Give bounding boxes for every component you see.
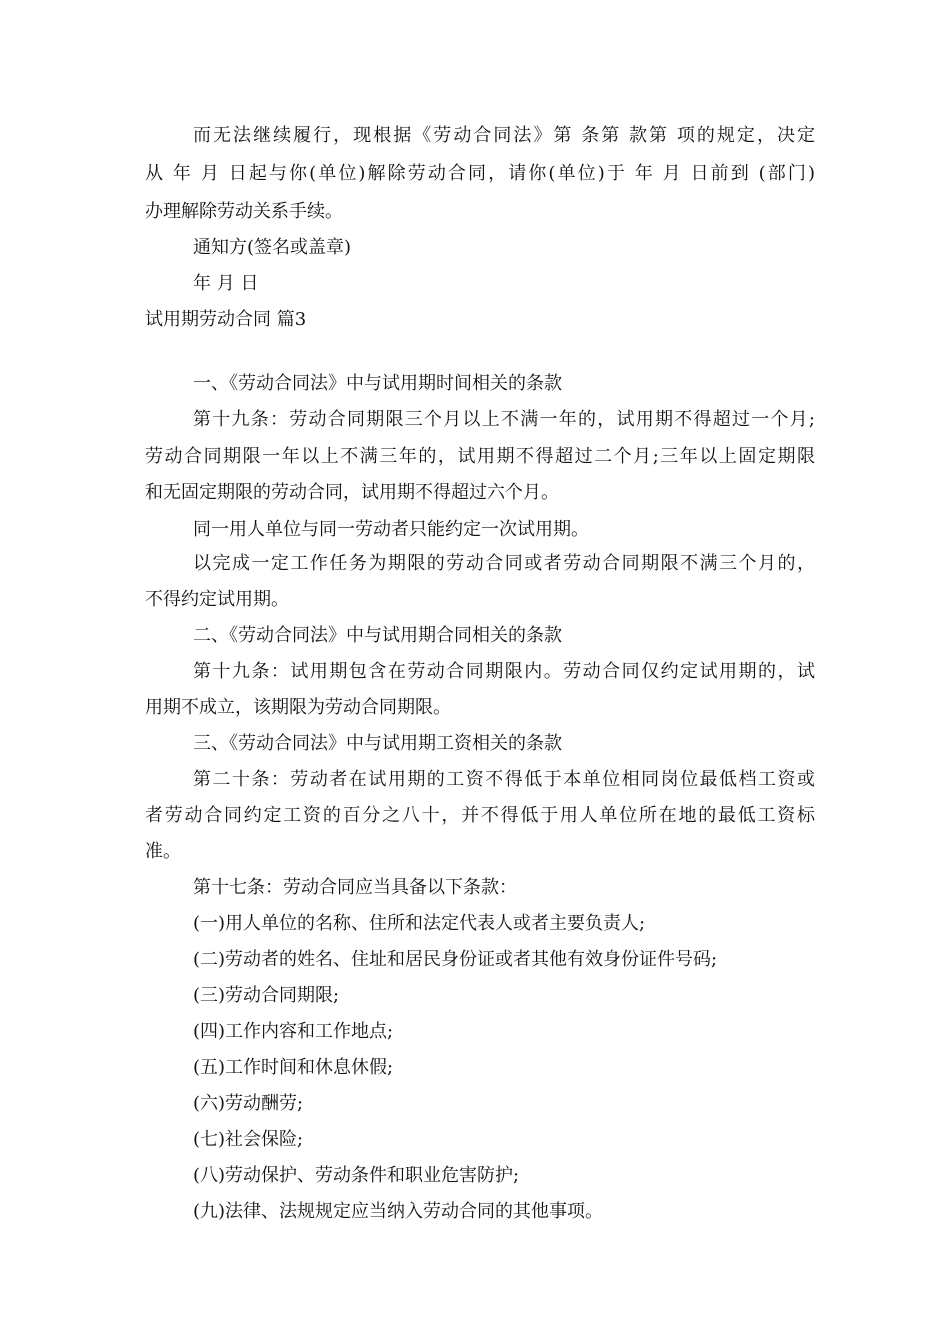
list-item: (八)劳动保护、劳动条件和职业危害防护; — [193, 1165, 520, 1186]
paragraph-line: 同一用人单位与同一劳动者只能约定一次试用期。 — [193, 519, 589, 540]
paragraph-line: 准。 — [145, 841, 181, 862]
paragraph-line: 和无固定期限的劳动合同，试用期不得超过六个月。 — [145, 482, 559, 503]
list-item: (五)工作时间和休息休假; — [193, 1057, 394, 1078]
paragraph-line: 者劳动合同约定工资的百分之八十，并不得低于用人单位所在地的最低工资标 — [145, 805, 815, 826]
paragraph-line: 用期不成立，该期限为劳动合同期限。 — [145, 697, 451, 718]
paragraph-line: 办理解除劳动关系手续。 — [145, 201, 343, 222]
date-line: 年 月 日 — [193, 273, 259, 294]
paragraph-line: 以完成一定工作任务为期限的劳动合同或者劳动合同期限不满三个月的， — [193, 553, 815, 574]
paragraph-line: 第十九条：劳动合同期限三个月以上不满一年的，试用期不得超过一个月; — [193, 409, 815, 430]
paragraph-line: 而无法继续履行，现根据《劳动合同法》第 条第 款第 项的规定，决定 — [193, 125, 815, 146]
clause-heading: 三、《劳动合同法》中与试用期工资相关的条款 — [193, 733, 562, 754]
list-item: (三)劳动合同期限; — [193, 985, 340, 1006]
list-item: (一)用人单位的名称、住所和法定代表人或者主要负责人; — [193, 913, 646, 934]
paragraph-line: 劳动合同期限一年以上不满三年的，试用期不得超过二个月;三年以上固定期限 — [145, 446, 815, 467]
paragraph-line: 不得约定试用期。 — [145, 589, 289, 610]
clause-heading: 第十七条：劳动合同应当具备以下条款： — [193, 877, 517, 898]
paragraph-line: 第二十条：劳动者在试用期的工资不得低于本单位相同岗位最低档工资或 — [193, 769, 815, 790]
list-item: (二)劳动者的姓名、住址和居民身份证或者其他有效身份证件号码; — [193, 949, 718, 970]
clause-heading: 一、《劳动合同法》中与试用期时间相关的条款 — [193, 373, 562, 394]
list-item: (七)社会保险; — [193, 1129, 304, 1150]
clause-heading: 二、《劳动合同法》中与试用期合同相关的条款 — [193, 625, 562, 646]
paragraph-line: 第十九条：试用期包含在劳动合同期限内。劳动合同仅约定试用期的，试 — [193, 661, 815, 682]
section-title: 试用期劳动合同 篇3 — [145, 309, 307, 330]
list-item: (四)工作内容和工作地点; — [193, 1021, 394, 1042]
list-item: (九)法律、法规规定应当纳入劳动合同的其他事项。 — [193, 1201, 604, 1222]
signature-label: 通知方(签名或盖章) — [193, 237, 352, 258]
list-item: (六)劳动酬劳; — [193, 1093, 304, 1114]
paragraph-line: 从 年 月 日起与你(单位)解除劳动合同，请你(单位)于 年 月 日前到 (部门) — [145, 163, 815, 184]
